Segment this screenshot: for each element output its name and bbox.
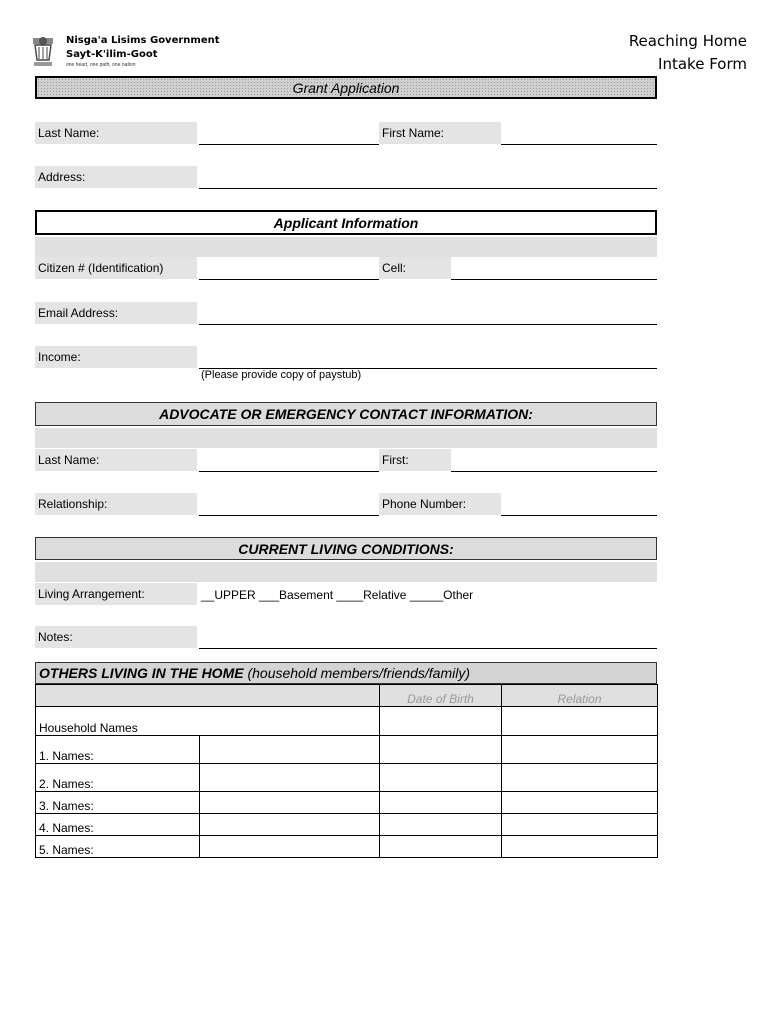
relation-column-header: Relation	[502, 685, 658, 707]
phone-number-field[interactable]	[501, 515, 657, 516]
living-arrangement-options[interactable]: __UPPER ___Basement ____Relative _____Other	[201, 588, 474, 602]
household-name-cell[interactable]	[200, 792, 380, 814]
household-names-dob-cell[interactable]	[380, 707, 502, 736]
table-row	[36, 736, 658, 764]
household-row-label: 1. Names:	[36, 736, 200, 764]
household-relation-cell[interactable]	[502, 836, 658, 858]
phone-number-label: Phone Number:	[379, 493, 501, 515]
living-gray-band	[35, 562, 657, 582]
household-title-rest: (household members/friends/family)	[247, 665, 470, 681]
table-row	[36, 764, 658, 792]
household-title-bold: OTHERS LIVING IN THE HOME	[39, 665, 244, 681]
advocate-last-name-label: Last Name:	[35, 449, 197, 471]
household-name-cell[interactable]	[200, 764, 380, 792]
household-relation-cell[interactable]	[502, 792, 658, 814]
household-names-relation-cell[interactable]	[502, 707, 658, 736]
household-dob-cell[interactable]	[380, 764, 502, 792]
household-row-label: 3. Names:	[36, 792, 200, 814]
advocate-first-label: First:	[379, 449, 451, 471]
document-title-line1: Reaching Home	[628, 32, 747, 50]
document-title-line2: Intake Form	[658, 55, 747, 73]
citizen-number-field[interactable]	[199, 279, 379, 280]
advocate-last-name-field[interactable]	[199, 471, 379, 472]
org-name-line2: Sayt-K'ilim-Goot	[66, 49, 158, 60]
household-names-label: Household Names	[36, 707, 380, 736]
advocate-gray-band	[35, 428, 657, 448]
advocate-contact-bar: ADVOCATE OR EMERGENCY CONTACT INFORMATION:	[35, 402, 657, 426]
household-row-label: 2. Names:	[36, 764, 200, 792]
address-field[interactable]	[199, 188, 657, 189]
first-name-label: First Name:	[379, 122, 501, 144]
living-conditions-bar: CURRENT LIVING CONDITIONS:	[35, 537, 657, 560]
dob-column-header: Date of Birth	[380, 685, 502, 707]
first-name-field[interactable]	[501, 144, 657, 145]
household-dob-cell[interactable]	[380, 736, 502, 764]
notes-label: Notes:	[35, 626, 197, 648]
household-relation-cell[interactable]	[502, 764, 658, 792]
relationship-field[interactable]	[199, 515, 379, 516]
household-section	[35, 662, 657, 858]
income-label: Income:	[35, 346, 197, 368]
grant-application-bar: Grant Application	[35, 76, 657, 99]
household-header-row	[36, 685, 658, 707]
document-title	[629, 30, 747, 76]
emblem-logo	[30, 34, 56, 68]
address-label: Address:	[35, 166, 197, 188]
table-row	[36, 836, 658, 858]
household-names-row	[36, 707, 658, 736]
email-address-label: Email Address:	[35, 302, 197, 324]
notes-field[interactable]	[199, 648, 657, 649]
household-dob-cell[interactable]	[380, 814, 502, 836]
last-name-field[interactable]	[199, 144, 379, 145]
household-table	[35, 684, 658, 858]
table-row	[36, 792, 658, 814]
household-name-cell[interactable]	[200, 736, 380, 764]
household-dob-cell[interactable]	[380, 792, 502, 814]
household-row-label: 4. Names:	[36, 814, 200, 836]
cell-label: Cell:	[379, 257, 451, 279]
applicant-information-bar: Applicant Information	[35, 210, 657, 235]
relationship-label: Relationship:	[35, 493, 197, 515]
income-note: (Please provide copy of paystub)	[201, 369, 362, 381]
table-row	[36, 814, 658, 836]
email-address-field[interactable]	[199, 324, 657, 325]
citizen-number-label: Citizen # (Identification)	[35, 257, 197, 279]
household-name-cell[interactable]	[200, 814, 380, 836]
household-header-blank	[36, 685, 380, 707]
household-name-cell[interactable]	[200, 836, 380, 858]
org-name-line1: Nisga'a Lisims Government	[66, 35, 220, 46]
household-dob-cell[interactable]	[380, 836, 502, 858]
advocate-first-field[interactable]	[451, 471, 657, 472]
household-title	[35, 662, 657, 684]
cell-field[interactable]	[451, 279, 657, 280]
household-relation-cell[interactable]	[502, 736, 658, 764]
household-row-label: 5. Names:	[36, 836, 200, 858]
last-name-label: Last Name:	[35, 122, 197, 144]
household-relation-cell[interactable]	[502, 814, 658, 836]
living-arrangement-label: Living Arrangement:	[35, 583, 197, 605]
org-motto: one heart, one path, one nation	[66, 62, 136, 68]
applicant-gray-band	[35, 237, 657, 257]
